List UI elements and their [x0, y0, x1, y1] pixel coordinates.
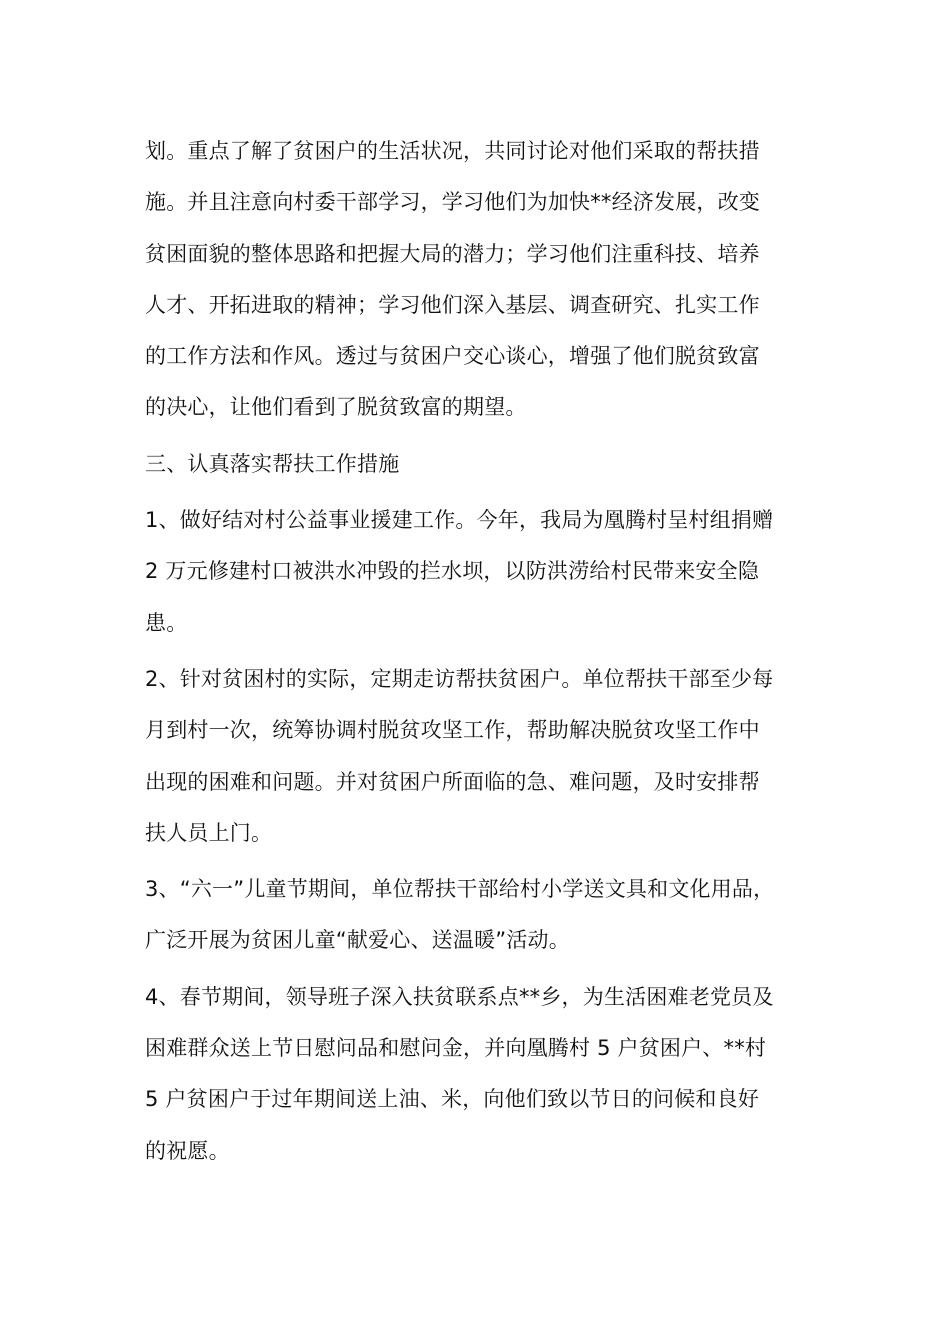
paragraph-item-3 — [145, 864, 820, 967]
text-line: 的决心，让他们看到了脱贫致富的期望。 — [145, 395, 527, 420]
paragraph-item-2 — [145, 654, 820, 859]
text-line: 的工作方法和作风。透过与贫困户交心谈心，增强了他们脱贫致富 — [145, 344, 760, 369]
text-line: 扶人员上门。 — [145, 820, 273, 845]
text-line: 2、针对贫困村的实际，定期走访帮扶贫困户。单位帮扶干部至少每 — [145, 666, 774, 691]
text-line: 2 万元修建村口被洪水冲毁的拦水坝，以防洪涝给村民带来安全隐 — [145, 559, 760, 584]
section-heading — [145, 439, 820, 490]
text-line: 月到村一次，统筹协调村脱贫攻坚工作，帮助解决脱贫攻坚工作中 — [145, 718, 760, 743]
text-line: 广泛开展为贫困儿童“献爱心、送温暖”活动。 — [145, 928, 570, 953]
paragraph-item-4 — [145, 972, 820, 1177]
text-line: 3、“六一”儿童节期间，单位帮扶干部给村小学送文具和文化用品， — [145, 877, 775, 902]
text-line: 困难群众送上节日慰问品和慰问金，并向凰腾村 5 户贫困户、**村 — [145, 1036, 767, 1061]
document-body — [145, 126, 820, 1177]
text-line: 施。并且注意向村委干部学习，学习他们为加快**经济发展，改变 — [145, 190, 760, 215]
heading-line: 三、认真落实帮扶工作措施 — [145, 451, 400, 476]
text-line: 1、做好结对村公益事业援建工作。今年，我局为凰腾村呈村组捐赠 — [145, 508, 774, 533]
text-line: 4、春节期间，领导班子深入扶贫联系点**乡，为生活困难老党员及 — [145, 984, 774, 1009]
text-line: 的祝愿。 — [145, 1138, 230, 1163]
text-line: 划。重点了解了贫困户的生活状况，共同讨论对他们采取的帮扶措 — [145, 139, 760, 163]
text-line: 患。 — [145, 610, 188, 635]
paragraph-1 — [145, 126, 820, 434]
text-line: 出现的困难和问题。并对贫困户所面临的急、难问题，及时安排帮 — [145, 769, 760, 794]
text-line: 人才、开拓进取的精神；学习他们深入基层、调查研究、扎实工作 — [145, 292, 760, 317]
text-line: 5 户贫困户于过年期间送上油、米，向他们致以节日的问候和良好 — [145, 1087, 760, 1112]
text-line: 贫困面貌的整体思路和把握大局的潜力；学习他们注重科技、培养 — [145, 241, 760, 266]
paragraph-item-1 — [145, 495, 820, 649]
